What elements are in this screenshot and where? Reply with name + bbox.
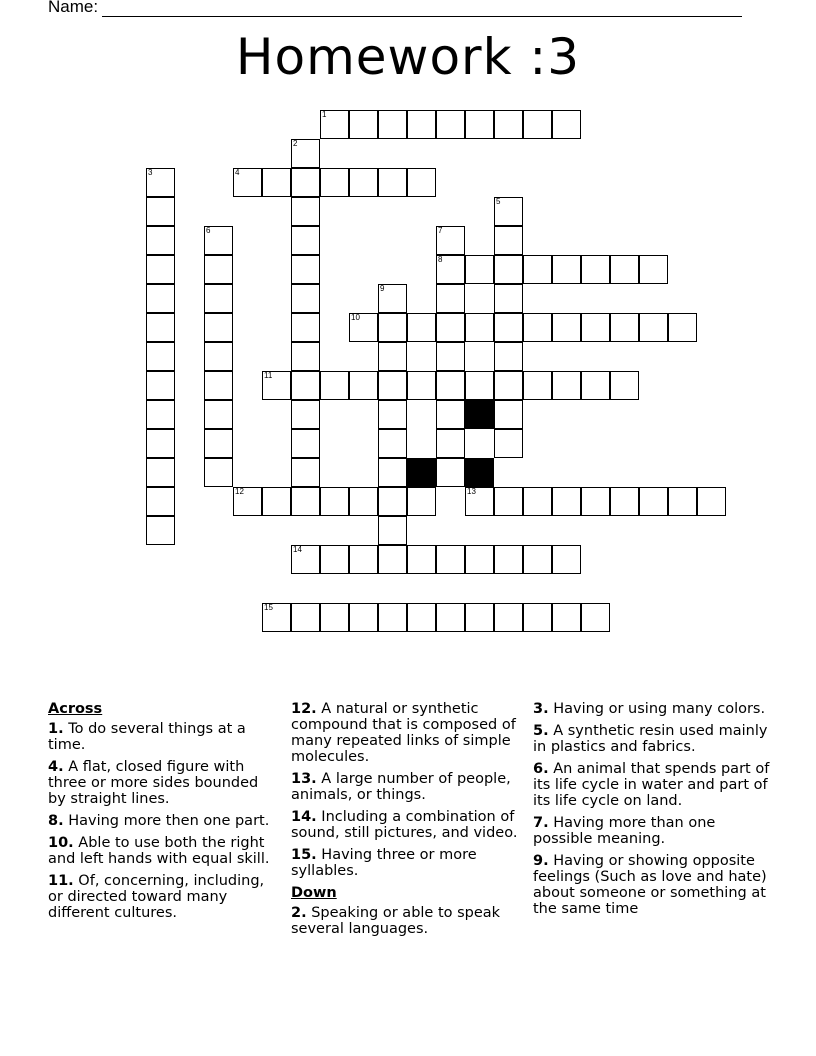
across-heading: Across bbox=[48, 701, 103, 717]
crossword-cell[interactable] bbox=[320, 110, 349, 139]
crossword-cell[interactable] bbox=[494, 226, 523, 255]
crossword-cell[interactable] bbox=[262, 603, 291, 632]
clue-item-text: Having three or more syllables. bbox=[291, 847, 477, 879]
clue-item-text: A flat, closed figure with three or more sides bounded by straight lines. bbox=[48, 759, 259, 807]
crossword-cell[interactable] bbox=[349, 487, 378, 516]
crossword-cell[interactable] bbox=[204, 226, 233, 255]
clue-number: 12 bbox=[235, 487, 244, 496]
crossword-cell[interactable] bbox=[146, 371, 175, 400]
crossword-cell[interactable] bbox=[552, 313, 581, 342]
crossword-cell[interactable] bbox=[552, 371, 581, 400]
crossword-cell[interactable] bbox=[697, 487, 726, 516]
crossword-cell[interactable] bbox=[320, 603, 349, 632]
crossword-cell[interactable] bbox=[146, 226, 175, 255]
clue-number: 4 bbox=[235, 168, 240, 177]
clue-item-text: Of, concerning, including, or directed toward many different cultures. bbox=[48, 873, 265, 921]
crossword-cell[interactable] bbox=[146, 516, 175, 545]
crossword-cell[interactable] bbox=[320, 545, 349, 574]
clue-item-number: 4. bbox=[48, 759, 64, 775]
crossword-cell[interactable] bbox=[494, 545, 523, 574]
crossword-cell[interactable] bbox=[378, 545, 407, 574]
clue-number: 15 bbox=[264, 603, 273, 612]
crossword-cell[interactable] bbox=[668, 487, 697, 516]
crossword-cell[interactable] bbox=[494, 255, 523, 284]
crossword-cell[interactable] bbox=[523, 371, 552, 400]
crossword-cell[interactable] bbox=[204, 429, 233, 458]
crossword-cell[interactable] bbox=[407, 603, 436, 632]
clue-item-number: 13. bbox=[291, 771, 317, 787]
clue-item bbox=[48, 873, 280, 921]
clues-column-1 bbox=[48, 701, 280, 927]
crossword-cell[interactable] bbox=[204, 342, 233, 371]
crossword-cell[interactable] bbox=[552, 255, 581, 284]
crossword-cell[interactable] bbox=[436, 603, 465, 632]
crossword-cell[interactable] bbox=[465, 545, 494, 574]
clue-item bbox=[533, 701, 773, 717]
crossword-cell[interactable] bbox=[291, 603, 320, 632]
crossword-cell[interactable] bbox=[378, 487, 407, 516]
crossword-cell[interactable] bbox=[349, 371, 378, 400]
clue-number: 10 bbox=[351, 313, 360, 322]
crossword-cell[interactable] bbox=[320, 487, 349, 516]
crossword-cell[interactable] bbox=[262, 371, 291, 400]
clue-number: 13 bbox=[467, 487, 476, 496]
crossword-cell[interactable] bbox=[523, 255, 552, 284]
clue-number: 7 bbox=[438, 226, 443, 235]
crossword-cell[interactable] bbox=[552, 487, 581, 516]
clue-item bbox=[48, 813, 280, 829]
crossword-cell[interactable] bbox=[378, 429, 407, 458]
clue-item-number: 12. bbox=[291, 701, 317, 717]
crossword-cell[interactable] bbox=[291, 371, 320, 400]
clue-item-text: Including a combination of sound, still pictures, and video. bbox=[291, 809, 518, 841]
crossword-cell[interactable] bbox=[204, 400, 233, 429]
crossword-cell[interactable] bbox=[146, 458, 175, 487]
crossword-cell[interactable] bbox=[378, 284, 407, 313]
name-field[interactable] bbox=[48, 0, 742, 17]
crossword-cell[interactable] bbox=[465, 603, 494, 632]
crossword-cell[interactable] bbox=[465, 487, 494, 516]
crossword-cell[interactable] bbox=[291, 168, 320, 197]
crossword-cell[interactable] bbox=[494, 110, 523, 139]
clue-item-text: A large number of people, animals, or things. bbox=[291, 771, 511, 803]
crossword-cell[interactable] bbox=[581, 255, 610, 284]
crossword-cell[interactable] bbox=[378, 400, 407, 429]
crossword-cell[interactable] bbox=[291, 429, 320, 458]
clue-number: 8 bbox=[438, 255, 443, 264]
crossword-cell[interactable] bbox=[581, 371, 610, 400]
crossword-black-cell bbox=[465, 458, 494, 487]
clue-item-number: 8. bbox=[48, 813, 64, 829]
crossword-cell[interactable] bbox=[378, 313, 407, 342]
clue-item-number: 9. bbox=[533, 853, 549, 869]
clue-item-number: 11. bbox=[48, 873, 74, 889]
clue-number: 3 bbox=[148, 168, 153, 177]
crossword-cell[interactable] bbox=[610, 313, 639, 342]
crossword-cell[interactable] bbox=[262, 168, 291, 197]
crossword-cell[interactable] bbox=[291, 487, 320, 516]
crossword-cell[interactable] bbox=[436, 545, 465, 574]
crossword-cell[interactable] bbox=[407, 168, 436, 197]
clue-number: 1 bbox=[322, 110, 327, 119]
clue-item bbox=[48, 759, 280, 807]
crossword-cell[interactable] bbox=[436, 255, 465, 284]
crossword-cell[interactable] bbox=[291, 545, 320, 574]
page-title: Homework :3 bbox=[235, 28, 581, 86]
clue-item bbox=[533, 853, 773, 917]
crossword-cell[interactable] bbox=[146, 284, 175, 313]
crossword-cell[interactable] bbox=[349, 313, 378, 342]
crossword-cell[interactable] bbox=[320, 168, 349, 197]
clue-number: 9 bbox=[380, 284, 385, 293]
clue-item-text: Able to use both the right and left hands with equal skill. bbox=[48, 835, 270, 867]
crossword-black-cell bbox=[465, 400, 494, 429]
crossword-cell[interactable] bbox=[349, 545, 378, 574]
crossword-cell[interactable] bbox=[378, 342, 407, 371]
clue-item-number: 6. bbox=[533, 761, 549, 777]
clue-item bbox=[291, 771, 523, 803]
crossword-cell[interactable] bbox=[639, 313, 668, 342]
crossword-cell[interactable] bbox=[610, 255, 639, 284]
clue-number: 6 bbox=[206, 226, 211, 235]
crossword-cell[interactable] bbox=[378, 458, 407, 487]
clue-item bbox=[291, 905, 523, 937]
crossword-cell[interactable] bbox=[639, 487, 668, 516]
crossword-cell[interactable] bbox=[146, 313, 175, 342]
clue-item bbox=[48, 721, 280, 753]
clue-item-number: 3. bbox=[533, 701, 549, 717]
name-blank-line[interactable] bbox=[102, 2, 742, 17]
crossword-cell[interactable] bbox=[523, 545, 552, 574]
clue-item bbox=[533, 815, 773, 847]
crossword-cell[interactable] bbox=[291, 458, 320, 487]
clue-item-text: A natural or synthetic compound that is composed of many repeated links of simple molecules. bbox=[291, 701, 516, 765]
crossword-cell[interactable] bbox=[407, 371, 436, 400]
crossword-cell[interactable] bbox=[378, 603, 407, 632]
crossword-cell[interactable] bbox=[407, 487, 436, 516]
crossword-cell[interactable] bbox=[407, 545, 436, 574]
crossword-cell[interactable] bbox=[378, 371, 407, 400]
crossword-cell[interactable] bbox=[233, 487, 262, 516]
crossword-cell[interactable] bbox=[378, 110, 407, 139]
crossword-cell[interactable] bbox=[291, 139, 320, 168]
clue-item-text: Having or showing opposite feelings (Such as love and hate) about someone or something at the same time bbox=[533, 853, 767, 917]
crossword-cell[interactable] bbox=[494, 603, 523, 632]
clue-item-number: 5. bbox=[533, 723, 549, 739]
crossword-cell[interactable] bbox=[465, 110, 494, 139]
clues-column-3 bbox=[533, 701, 773, 923]
crossword-cell[interactable] bbox=[436, 313, 465, 342]
clue-item-text: Having more than one possible meaning. bbox=[533, 815, 716, 847]
crossword-cell[interactable] bbox=[494, 371, 523, 400]
clue-item-number: 2. bbox=[291, 905, 307, 921]
clues-column-2 bbox=[291, 701, 523, 943]
clue-number: 2 bbox=[293, 139, 298, 148]
crossword-cell[interactable] bbox=[291, 284, 320, 313]
crossword-cell[interactable] bbox=[581, 313, 610, 342]
crossword-cell[interactable] bbox=[349, 110, 378, 139]
crossword-cell[interactable] bbox=[436, 458, 465, 487]
crossword-cell[interactable] bbox=[552, 603, 581, 632]
crossword-cell[interactable] bbox=[494, 342, 523, 371]
crossword-cell[interactable] bbox=[146, 487, 175, 516]
clue-item bbox=[533, 761, 773, 809]
clue-number: 14 bbox=[293, 545, 302, 554]
crossword-cell[interactable] bbox=[436, 371, 465, 400]
clue-item-number: 7. bbox=[533, 815, 549, 831]
crossword-cell[interactable] bbox=[204, 458, 233, 487]
crossword-cell[interactable] bbox=[436, 342, 465, 371]
crossword-cell[interactable] bbox=[291, 255, 320, 284]
clue-item bbox=[291, 809, 523, 841]
crossword-cell[interactable] bbox=[204, 255, 233, 284]
clue-item bbox=[533, 723, 773, 755]
crossword-cell[interactable] bbox=[407, 313, 436, 342]
clue-item-number: 1. bbox=[48, 721, 64, 737]
crossword-cell[interactable] bbox=[494, 313, 523, 342]
crossword-cell[interactable] bbox=[494, 197, 523, 226]
crossword-cell[interactable] bbox=[233, 168, 262, 197]
crossword-cell[interactable] bbox=[146, 197, 175, 226]
clue-item-text: An animal that spends part of its life cycle in water and part of its life cycle on land. bbox=[533, 761, 770, 809]
crossword-cell[interactable] bbox=[378, 168, 407, 197]
crossword-cell[interactable] bbox=[436, 110, 465, 139]
crossword-cell[interactable] bbox=[320, 371, 349, 400]
crossword-cell[interactable] bbox=[610, 487, 639, 516]
clue-item-number: 14. bbox=[291, 809, 317, 825]
crossword-cell[interactable] bbox=[291, 197, 320, 226]
crossword-cell[interactable] bbox=[494, 284, 523, 313]
clue-item-text: A synthetic resin used mainly in plastics and fabrics. bbox=[533, 723, 768, 755]
name-label: Name: bbox=[48, 0, 99, 16]
crossword-cell[interactable] bbox=[204, 284, 233, 313]
crossword-cell[interactable] bbox=[639, 255, 668, 284]
clue-item bbox=[291, 847, 523, 879]
clue-item-text: Speaking or able to speak several languages. bbox=[291, 905, 501, 937]
crossword-cell[interactable] bbox=[146, 168, 175, 197]
crossword-cell[interactable] bbox=[146, 342, 175, 371]
crossword-cell[interactable] bbox=[494, 487, 523, 516]
clue-number: 11 bbox=[264, 371, 273, 380]
crossword-cell[interactable] bbox=[523, 313, 552, 342]
crossword-cell[interactable] bbox=[436, 284, 465, 313]
crossword-cell[interactable] bbox=[494, 400, 523, 429]
crossword-cell[interactable] bbox=[378, 516, 407, 545]
crossword-black-cell bbox=[407, 458, 436, 487]
clue-item-number: 15. bbox=[291, 847, 317, 863]
crossword-cell[interactable] bbox=[668, 313, 697, 342]
crossword-cell[interactable] bbox=[291, 400, 320, 429]
crossword-cell[interactable] bbox=[465, 255, 494, 284]
crossword-cell[interactable] bbox=[436, 429, 465, 458]
crossword-cell[interactable] bbox=[146, 429, 175, 458]
down-heading: Down bbox=[291, 885, 337, 901]
clue-number: 5 bbox=[496, 197, 501, 206]
crossword-cell[interactable] bbox=[494, 429, 523, 458]
crossword-cell[interactable] bbox=[204, 371, 233, 400]
crossword-cell[interactable] bbox=[581, 487, 610, 516]
crossword-cell[interactable] bbox=[523, 487, 552, 516]
clue-item-text: Having more then one part. bbox=[68, 813, 270, 829]
clue-item bbox=[48, 835, 280, 867]
crossword-cell[interactable] bbox=[407, 110, 436, 139]
crossword-cell[interactable] bbox=[465, 371, 494, 400]
crossword-cell[interactable] bbox=[146, 400, 175, 429]
crossword-cell[interactable] bbox=[436, 226, 465, 255]
crossword-cell[interactable] bbox=[262, 487, 291, 516]
crossword-cell[interactable] bbox=[581, 603, 610, 632]
crossword-cell[interactable] bbox=[436, 400, 465, 429]
crossword-cell[interactable] bbox=[523, 603, 552, 632]
crossword-cell[interactable] bbox=[552, 110, 581, 139]
crossword-cell[interactable] bbox=[291, 226, 320, 255]
crossword-cell[interactable] bbox=[291, 342, 320, 371]
crossword-cell[interactable] bbox=[204, 313, 233, 342]
crossword-cell[interactable] bbox=[291, 313, 320, 342]
clue-item-text: Having or using many colors. bbox=[553, 701, 766, 717]
clue-item-number: 10. bbox=[48, 835, 74, 851]
crossword-cell[interactable] bbox=[349, 168, 378, 197]
crossword-cell[interactable] bbox=[465, 313, 494, 342]
crossword-cell[interactable] bbox=[610, 371, 639, 400]
crossword-cell[interactable] bbox=[349, 603, 378, 632]
crossword-cell[interactable] bbox=[146, 255, 175, 284]
clue-item bbox=[291, 701, 523, 765]
crossword-cell[interactable] bbox=[552, 545, 581, 574]
clue-item-text: To do several things at a time. bbox=[48, 721, 246, 753]
crossword-cell[interactable] bbox=[523, 110, 552, 139]
